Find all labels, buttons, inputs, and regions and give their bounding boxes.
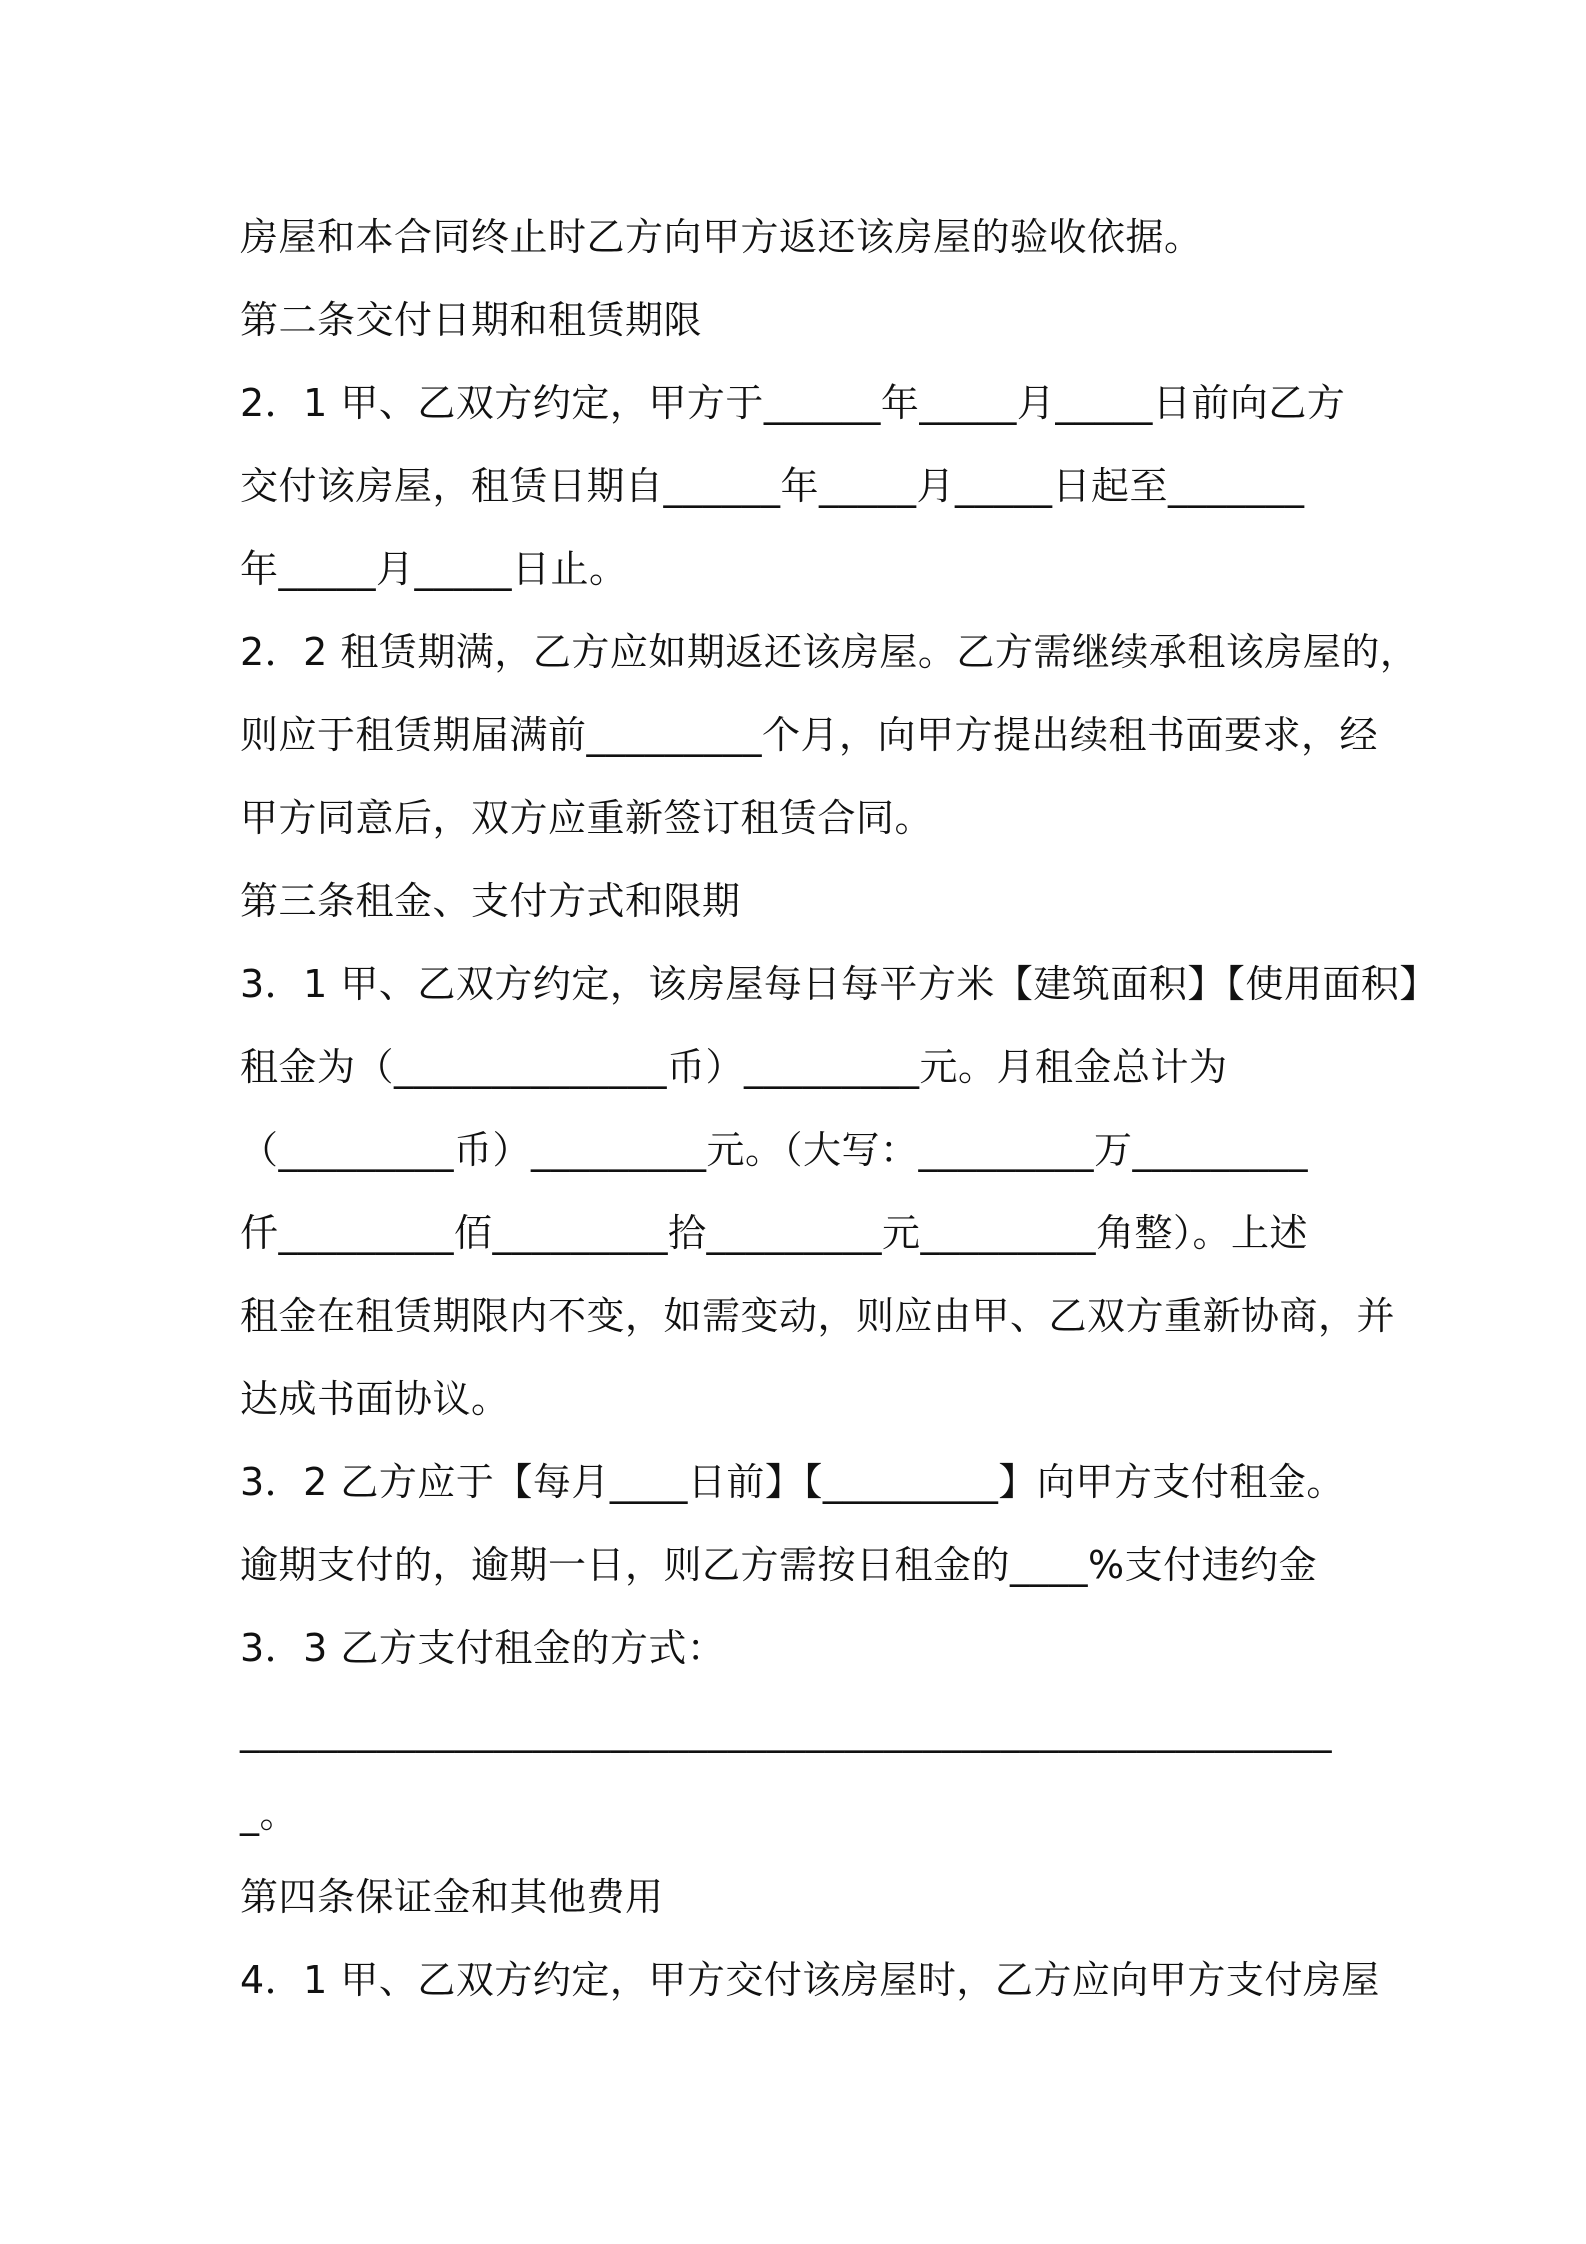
text-line: 甲方同意后，双方应重新签订租赁合同。 bbox=[240, 796, 934, 840]
blank-fill-line: ________________________________________________________ bbox=[240, 1709, 1332, 1753]
text-line: 则应于租赁期届满前_________个月，向甲方提出续租书面要求，经 bbox=[240, 713, 1379, 757]
text-line: 3．2 乙方应于【每月____日前】【_________】向甲方支付租金。 bbox=[240, 1460, 1345, 1504]
text-line: 仟_________佰_________拾_________元_________角整）。上述 bbox=[240, 1211, 1309, 1255]
contract-text bbox=[240, 196, 1438, 2022]
article-heading: 第四条保证金和其他费用 bbox=[240, 1875, 664, 1919]
text-line: 交付该房屋，租赁日期自______年_____月_____日起至_______ bbox=[240, 464, 1305, 508]
text-line: 3．3 乙方支付租金的方式： bbox=[240, 1626, 726, 1670]
text-line: _。 bbox=[240, 1792, 299, 1836]
text-line: （_________币）_________元。（大写：_________万_________ bbox=[240, 1128, 1309, 1172]
text-line: 租金在租赁期限内不变，如需变动，则应由甲、乙双方重新协商，并 bbox=[240, 1294, 1396, 1338]
text-line: 租金为（______________币）_________元。月租金总计为 bbox=[240, 1045, 1228, 1089]
text-line: 2．2 租赁期满，乙方应如期返还该房屋。乙方需继续承租该房屋的， bbox=[240, 630, 1419, 674]
text-line: 年_____月_____日止。 bbox=[240, 547, 628, 591]
article-heading: 第二条交付日期和租赁期限 bbox=[240, 298, 703, 342]
text-line: 2．1 甲、乙双方约定，甲方于______年_____月_____日前向乙方 bbox=[240, 381, 1346, 425]
text-line: 3．1 甲、乙双方约定，该房屋每日每平方米【建筑面积】【使用面积】 bbox=[240, 962, 1438, 1006]
article-heading: 第三条租金、支付方式和限期 bbox=[240, 879, 741, 923]
text-line: 4．1 甲、乙双方约定，甲方交付该房屋时，乙方应向甲方支付房屋 bbox=[240, 1958, 1380, 2002]
text-line: 达成书面协议。 bbox=[240, 1377, 510, 1421]
text-line: 逾期支付的，逾期一日，则乙方需按日租金的____%支付违约金 bbox=[240, 1543, 1318, 1587]
text-line: 房屋和本合同终止时乙方向甲方返还该房屋的验收依据。 bbox=[240, 215, 1203, 259]
